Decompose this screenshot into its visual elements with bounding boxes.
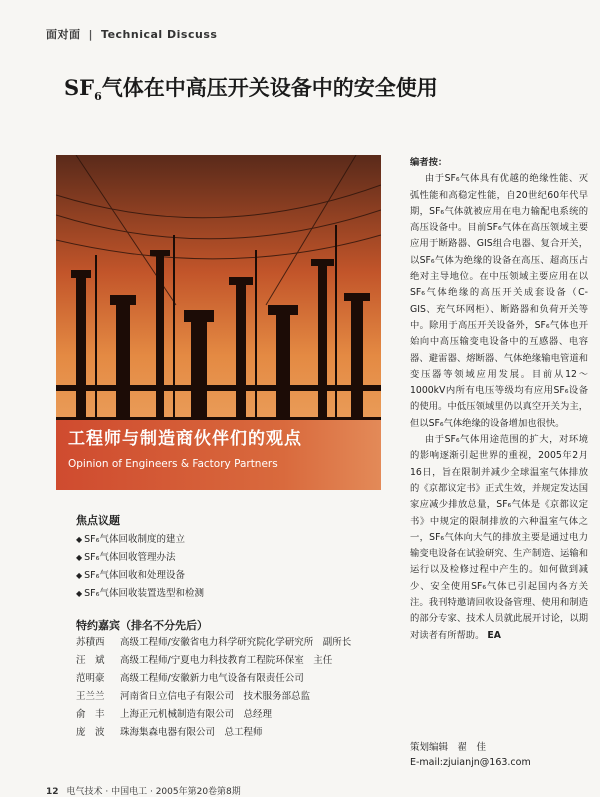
- guests-heading: 特约嘉宾（排名不分先后）: [76, 619, 208, 632]
- title-prefix: SF: [64, 75, 95, 100]
- banner-subtitle: Opinion of Engineers & Factory Partners: [68, 458, 278, 470]
- editor-note-paragraph-2: [410, 432, 588, 644]
- guest-row: [76, 706, 272, 720]
- focus-list: [76, 531, 204, 603]
- guest-name: 庞 波: [76, 727, 105, 738]
- editor-email: E-mail:zjuianjn@163.com: [410, 757, 531, 768]
- focus-item: ◆ SF₆气体回收和处理设备: [76, 567, 204, 585]
- editor-name: 策划编辑 翟 佳: [410, 742, 487, 753]
- guest-name: 王兰兰: [76, 691, 105, 702]
- guest-name: 范明豪: [76, 673, 105, 684]
- guest-name: 汪 斌: [76, 655, 105, 666]
- guest-info: 珠海集森电器有限公司 总工程师: [120, 727, 263, 738]
- banner-title: 工程师与制造商伙伴们的观点: [68, 429, 302, 449]
- focus-heading: 焦点议题: [76, 514, 120, 527]
- focus-item: ◆ SF₆气体回收制度的建立: [76, 531, 204, 549]
- title-rest: 气体在中高压开关设备中的安全使用: [101, 75, 438, 100]
- guest-row: [76, 634, 351, 648]
- editor-note-column: [410, 155, 588, 644]
- end-mark: EA: [487, 629, 501, 641]
- editor-note-paragraph-1: 由于SF₆气体具有优越的绝缘性能、灭弧性能和高稳定性能，自20世纪60年代早期，SF₆气体就被应用在电力输配电系统的高压设备中。目前SF₆气体在高压领域主要应用于断路器、GIS组合电器、复合开关，以SF₆气体为绝缘的设备在高压、超高压占绝对主导地位。在中压领域主要应用在以SF₆气体绝缘的高压开关成套设备（C-GIS、充气环网柜）、断路器和负荷开关等中。除用于高压开关设备外，SF₆气体也开始向中高压输变电设备中的互感器、电容器、避雷器、熔断器、气体绝缘输电管道和变压器等领域应用发展。目前从12～1000kV内所有电压等级均有应用SF₆设备的使用。中低压领域里仍以真空开关为主，但以SF₆气体绝缘的设备增加也很快。: [410, 173, 588, 429]
- editor-credit: [410, 740, 531, 770]
- page-number: 12: [46, 787, 59, 797]
- section-title-en: Technical Discuss: [101, 28, 218, 41]
- guest-name: 俞 丰: [76, 709, 105, 720]
- guest-name: 苏積西: [76, 637, 105, 648]
- section-header: [46, 26, 217, 42]
- title-subscript: 6: [94, 90, 102, 104]
- footer-text: 电气技术 · 中国电工 · 2005年第20卷第8期: [66, 787, 241, 797]
- header-separator: |: [88, 28, 94, 41]
- guest-row: [76, 652, 332, 666]
- page-footer: [46, 784, 241, 797]
- section-title-cn: 面对面: [46, 28, 81, 41]
- focus-item: ◆ SF₆气体回收管理办法: [76, 549, 204, 567]
- guest-info: 高级工程师/安徽新力电气设备有限责任公司: [120, 673, 304, 684]
- guest-row: [76, 724, 263, 738]
- editor-note-lead: 编者按：: [410, 157, 448, 168]
- guest-info: 高级工程师/宁夏电力科技教育工程院环保室 主任: [120, 655, 333, 666]
- editor-note-text-2: 由于SF₆气体用途范围的扩大，对环境的影响逐渐引起世界的重视，2005年2月16日，旨在限制并减少全球温室气体排放的《京都议定书》正式生效，并规定发达国家应减少排放总量，SF₆气体是《京都议定书》中规定的限制排放的六种温室气体之一，SF₆气体向大气的排放主要是通过电力输变电设备在试验研究、生产制造、运输和运行以及检修过程中产生的。如何做到减少、安全使用SF₆气体已引起国内各方关注。我刊特邀请回收设备管理、使用和制造的部分专家、技术人员就此展开讨论，以期对读者有所帮助。: [410, 434, 588, 641]
- focus-item: ◆ SF₆气体回收装置选型和检测: [76, 585, 204, 603]
- guest-row: [76, 670, 304, 684]
- guest-info: 高级工程师/安徽省电力科学研究院化学研究所 副所长: [120, 637, 352, 648]
- guest-info: 河南省日立信电子有限公司 技术服务部总监: [120, 691, 311, 702]
- guest-info: 上海正元机械制造有限公司 总经理: [120, 709, 273, 720]
- guest-row: [76, 688, 310, 702]
- article-title: [64, 72, 438, 103]
